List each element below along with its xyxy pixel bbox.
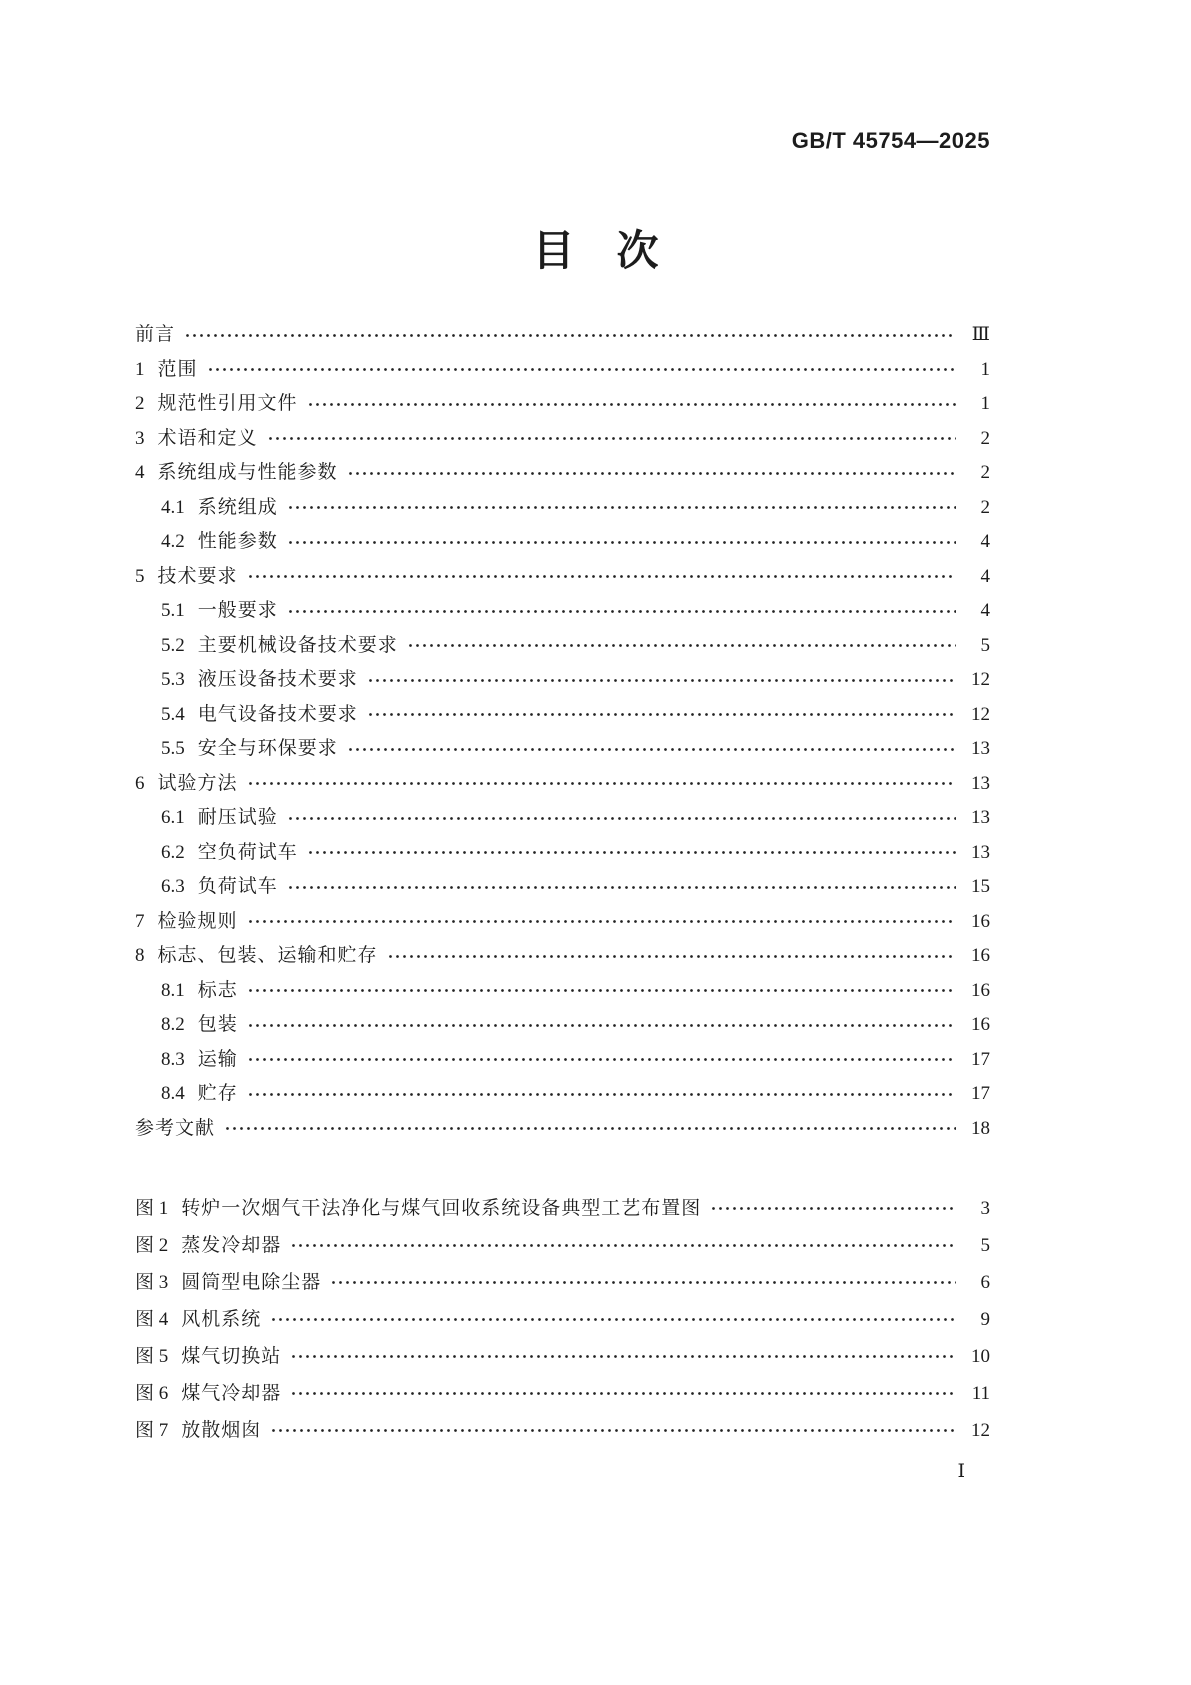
entry-page-number: 18 — [971, 1117, 990, 1139]
entry-label: 系统组成 — [197, 496, 278, 518]
entry-label: 包装 — [197, 1014, 238, 1035]
toc-entry[interactable] — [135, 1264, 990, 1301]
entry-label: 转炉一次烟气干法净化与煤气回收系统设备典型工艺布置图 — [181, 1198, 702, 1219]
entry-page-number: Ⅲ — [971, 324, 990, 345]
section-number: 图 2 — [135, 1235, 169, 1256]
toc-entry[interactable] — [135, 1301, 990, 1338]
toc-entry[interactable] — [135, 387, 990, 422]
entry-label: 标志、包装、运输和贮存 — [157, 945, 378, 966]
section-number: 6.1 — [161, 807, 185, 828]
section-number: 图 5 — [135, 1346, 169, 1367]
entry-label: 电气设备技术要求 — [197, 703, 358, 725]
toc-entry[interactable] — [135, 974, 990, 1009]
section-number: 5.3 — [161, 669, 185, 690]
entry-page-number: 5 — [980, 634, 990, 656]
toc-entry[interactable] — [135, 905, 990, 940]
section-number: 图 6 — [135, 1383, 169, 1404]
entry-page-number: 10 — [971, 1346, 990, 1367]
entry-page-number: 17 — [971, 1048, 990, 1070]
section-number: 图 7 — [135, 1420, 169, 1441]
entry-label: 蒸发冷却器 — [181, 1235, 282, 1256]
entry-page-number: 2 — [980, 496, 990, 518]
toc-entry[interactable] — [135, 456, 990, 491]
dot-leader — [287, 878, 956, 897]
entry-label: 贮存 — [197, 1083, 238, 1104]
entry-label: 放散烟囱 — [181, 1420, 262, 1441]
entry-page-number: 1 — [980, 393, 990, 414]
entry-label: 主要机械设备技术要求 — [197, 634, 398, 656]
section-number: 8.2 — [161, 1014, 185, 1035]
toc-entry[interactable] — [135, 422, 990, 457]
entry-page-number: 16 — [971, 1014, 990, 1035]
dot-leader — [387, 947, 956, 966]
entry-label: 空负荷试车 — [197, 841, 298, 863]
dot-leader — [270, 1421, 956, 1440]
entry-page-number: 17 — [971, 1083, 990, 1104]
entry-page-number: 12 — [971, 703, 990, 725]
dot-leader — [184, 326, 956, 345]
page-number-footer: Ⅰ — [957, 1461, 965, 1482]
entry-label: 性能参数 — [197, 531, 278, 552]
dot-leader — [224, 1119, 956, 1138]
toc-entry[interactable] — [135, 629, 990, 664]
dot-leader — [287, 533, 956, 552]
entry-page-number: 13 — [971, 738, 990, 759]
entry-page-number: 2 — [980, 427, 990, 449]
dot-leader — [347, 464, 956, 483]
section-number: 4 — [135, 462, 145, 483]
entry-page-number: 4 — [980, 565, 990, 587]
entry-page-number: 15 — [971, 876, 990, 897]
entry-page-number: 4 — [980, 531, 990, 552]
toc-entry[interactable] — [135, 663, 990, 698]
dot-leader — [207, 360, 956, 379]
entry-label: 煤气切换站 — [181, 1346, 282, 1367]
entry-page-number: 16 — [971, 945, 990, 966]
section-number: 7 — [135, 910, 145, 932]
entry-label: 术语和定义 — [157, 427, 258, 449]
dot-leader — [347, 740, 956, 759]
entry-label: 检验规则 — [157, 910, 238, 932]
toc-entry[interactable] — [135, 594, 990, 629]
toc-entry[interactable] — [135, 1043, 990, 1078]
section-number: 5 — [135, 565, 145, 587]
section-number: 8.1 — [161, 979, 185, 1001]
section-number: 6.3 — [161, 876, 185, 897]
toc-entry[interactable] — [135, 1077, 990, 1112]
entry-page-number: 4 — [980, 600, 990, 621]
section-number: 6 — [135, 772, 145, 794]
entry-page-number: 13 — [971, 807, 990, 828]
section-number: 2 — [135, 393, 145, 414]
entry-page-number: 11 — [971, 1383, 990, 1404]
toc-entry[interactable] — [135, 698, 990, 733]
entry-label: 圆筒型电除尘器 — [181, 1272, 322, 1293]
section-number: 5.2 — [161, 634, 185, 656]
dot-leader — [290, 1347, 956, 1366]
page-title: 目 次 — [532, 229, 659, 275]
toc-entry[interactable] — [135, 939, 990, 974]
entry-label: 风机系统 — [181, 1309, 262, 1330]
entry-label: 规范性引用文件 — [157, 393, 298, 414]
entry-label: 液压设备技术要求 — [197, 669, 358, 690]
dot-leader — [287, 809, 956, 828]
toc-section-list — [135, 318, 990, 1146]
dot-leader — [367, 671, 956, 690]
entry-label: 一般要求 — [197, 600, 278, 621]
toc-entry[interactable] — [135, 1375, 990, 1412]
entry-page-number: 16 — [971, 979, 990, 1001]
dot-leader — [247, 981, 956, 1000]
entry-page-number: 6 — [980, 1272, 990, 1293]
dot-leader — [287, 498, 956, 517]
entry-page-number: 5 — [980, 1235, 990, 1256]
dot-leader — [287, 602, 956, 621]
dot-leader — [247, 567, 956, 586]
entry-label: 安全与环保要求 — [197, 738, 338, 759]
entry-label: 技术要求 — [157, 565, 238, 587]
toc-entry[interactable] — [135, 353, 990, 388]
section-number: 5.1 — [161, 600, 185, 621]
toc-entry[interactable] — [135, 836, 990, 871]
dot-leader — [247, 912, 956, 931]
entry-label: 前言 — [135, 324, 176, 345]
toc-entry[interactable] — [135, 801, 990, 836]
entry-page-number: 12 — [971, 1420, 990, 1441]
entry-label: 标志 — [197, 979, 238, 1001]
entry-page-number: 16 — [971, 910, 990, 932]
dot-leader — [290, 1236, 956, 1255]
dot-leader — [247, 1085, 956, 1104]
entry-page-number: 12 — [971, 669, 990, 690]
dot-leader — [247, 774, 956, 793]
toc-entry[interactable] — [135, 1112, 990, 1147]
entry-page-number: 3 — [980, 1198, 990, 1219]
section-number: 图 3 — [135, 1272, 169, 1293]
section-number: 图 1 — [135, 1198, 169, 1219]
section-number: 5.5 — [161, 738, 185, 759]
entry-label: 参考文献 — [135, 1117, 216, 1139]
section-number: 8 — [135, 945, 145, 966]
dot-leader — [307, 843, 956, 862]
toc-entry[interactable] — [135, 732, 990, 767]
dot-leader — [267, 429, 956, 448]
toc-entry[interactable] — [135, 1227, 990, 1264]
entry-label: 系统组成与性能参数 — [157, 462, 338, 483]
section-number: 8.4 — [161, 1083, 185, 1104]
section-number: 1 — [135, 358, 145, 380]
dot-leader — [330, 1273, 956, 1292]
section-number: 图 4 — [135, 1309, 169, 1330]
section-number: 8.3 — [161, 1048, 185, 1070]
entry-page-number: 13 — [971, 772, 990, 794]
toc-entry[interactable] — [135, 1008, 990, 1043]
dot-leader — [367, 705, 956, 724]
toc-entry[interactable] — [135, 767, 990, 802]
entry-page-number: 9 — [980, 1309, 990, 1330]
toc-entry[interactable] — [135, 318, 990, 353]
section-number: 5.4 — [161, 703, 185, 725]
section-number: 6.2 — [161, 841, 185, 863]
entry-page-number: 13 — [971, 841, 990, 863]
dot-leader — [407, 636, 956, 655]
entry-page-number: 2 — [980, 462, 990, 483]
toc-entry[interactable] — [135, 560, 990, 595]
toc-entry[interactable] — [135, 1190, 990, 1227]
entry-label: 耐压试验 — [197, 807, 278, 828]
dot-leader — [270, 1310, 956, 1329]
toc-entry[interactable] — [135, 870, 990, 905]
entry-label: 负荷试车 — [197, 876, 278, 897]
table-of-contents — [135, 318, 990, 1449]
toc-entry[interactable] — [135, 1338, 990, 1375]
entry-label: 运输 — [197, 1048, 238, 1070]
dot-leader — [290, 1384, 956, 1403]
section-number: 4.2 — [161, 531, 185, 552]
toc-figure-list — [135, 1190, 990, 1449]
toc-entry[interactable] — [135, 1412, 990, 1449]
dot-leader — [710, 1199, 956, 1218]
toc-entry[interactable] — [135, 525, 990, 560]
dot-leader — [247, 1016, 956, 1035]
dot-leader — [247, 1050, 956, 1069]
entry-label: 煤气冷却器 — [181, 1383, 282, 1404]
entry-page-number: 1 — [980, 358, 990, 380]
entry-label: 试验方法 — [157, 772, 238, 794]
toc-entry[interactable] — [135, 491, 990, 526]
entry-label: 范围 — [157, 358, 198, 380]
dot-leader — [307, 395, 956, 414]
section-number: 3 — [135, 427, 145, 449]
standard-number: GB/T 45754—2025 — [791, 128, 990, 153]
section-number: 4.1 — [161, 496, 185, 518]
